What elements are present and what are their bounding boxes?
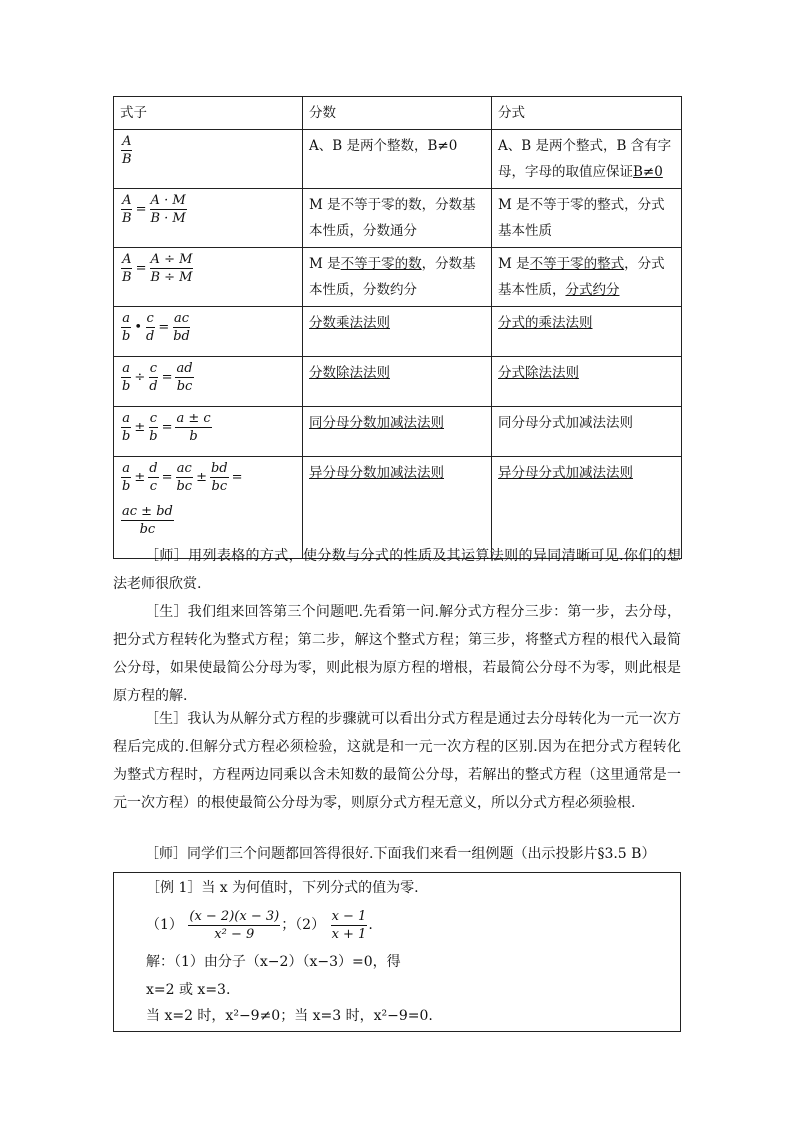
formula-cell [114,130,303,189]
formula-cell: $\frac{a}{b}$ • $\frac{c}{d}$ = $\frac{ac}{bd}$ [114,307,303,357]
formula-cell: $\frac{a}{b}$ ÷ $\frac{c}{d}$ = $\frac{ad}{bc}$ [114,357,303,407]
example-problems: （1） $\frac{(x - 2)(x - 3)}{\text{x² − 9}}$ ；（2） $\frac{x - 1}{x + 1}$ . [146,908,373,942]
header-fraction: 分数 [303,97,492,130]
rational-cell: 同分母分式加减法法则 [492,407,682,457]
table-row [114,130,682,189]
problem-2-fraction: $\frac{x - 1}{x + 1}$ [331,908,367,942]
fraction-cell: 分数乘法法则 [303,307,492,357]
fraction-cell: A、B 是两个整数，B≠0 [303,130,492,189]
paragraph-teacher-1: ［师］用列表格的方式，使分数与分式的性质及其运算法则的异同清晰可见.你们的想法老师很欣赏. [113,548,681,592]
paragraph-student-1: ［生］我们组来回答第三个问题吧.先看第一问.解分式方程分三步：第一步，去分母，把分式方程转化为整式方程；第二步，解这个整式方程；第三步，将整式方程的根代入最简公分母，如果使最简公分母为零，则此根为原方程的增根，若最简公分母不为零，则此根是原方程的解. [113,604,681,704]
table-row [114,189,682,248]
formula-cell: $\frac{A}{B}$ = $\frac{A \div M}{B \div M}$ [114,248,303,307]
fraction-a-over-b: $\frac{A}{B}$ [122,134,132,167]
rational-cell: 异分母分式加减法法则 [492,457,682,559]
solution-line-1: 解：（1）由分子（x−2）（x−3）=0，得 [146,954,401,970]
fraction-cell: 异分母分数加减法法则 [303,457,492,559]
table-row [114,407,682,457]
problem-1-fraction: $\frac{(x - 2)(x - 3)}{\text{x² − 9}}$ [189,908,280,942]
example-title: ［例 1］当 x 为何值时，下列分式的值为零. [146,880,419,896]
header-rational: 分式 [492,97,682,130]
fraction-cell: 分数除法法则 [303,357,492,407]
formula-cell: $\frac{a}{b}$ ± $\frac{c}{b}$ = $\frac{a \pm c}{b}$ [114,407,303,457]
solution-line-3: 当 x=2 时，x²−9≠0；当 x=3 时，x²−9=0. [146,1008,433,1024]
rational-cell: M 是不等于零的整式，分式基本性质，分式约分 [492,248,682,307]
formula-cell: $\frac{a}{b}$ ± $\frac{d}{c}$ = $\frac{ac}{bc}$ ± $\frac{bd}{bc}$ = $\frac{ac \pm bd}{bc}$ [114,457,303,559]
comparison-table [113,96,682,559]
paragraph-teacher-2: ［师］同学们三个问题都回答得很好.下面我们来看一组例题（出示投影片§3.5 B） [145,846,656,862]
fraction-cell: 同分母分数加减法法则 [303,407,492,457]
paragraph-student-2: ［生］我认为从解分式方程的步骤就可以看出分式方程是通过去分母转化为一元一次方程后完成的.但解分式方程必须检验，这就是和一元一次方程的区别.因为在把分式方程转化为整式方程时，方程两边同乘以含未知数的最简公分母，若解出的整式方程（这里通常是一元一次方程）的根使最简公分母为零，则原分式方程无意义，所以分式方程必须验根. [113,711,681,811]
formula-cell: $\frac{A}{B}$ = $\frac{A \cdot M}{B \cdot M}$ [114,189,303,248]
example-box [113,872,681,1032]
table-row [114,357,682,407]
header-formula: 式子 [114,97,303,130]
fraction-cell: M 是不等于零的数，分数基本性质，分数约分 [303,248,492,307]
table-header-row [114,97,682,130]
solution-line-2: x=2 或 x=3. [146,982,231,998]
rational-cell: M 是不等于零的整式，分式基本性质 [492,189,682,248]
table-row [114,248,682,307]
rational-cell: 分式除法法则 [492,357,682,407]
rational-cell: 分式的乘法法则 [492,307,682,357]
rational-cell: A、B 是两个整式，B 含有字母，字母的取值应保证B≠0 [492,130,682,189]
fraction-cell: M 是不等于零的数，分数基本性质，分数通分 [303,189,492,248]
table-row [114,307,682,357]
